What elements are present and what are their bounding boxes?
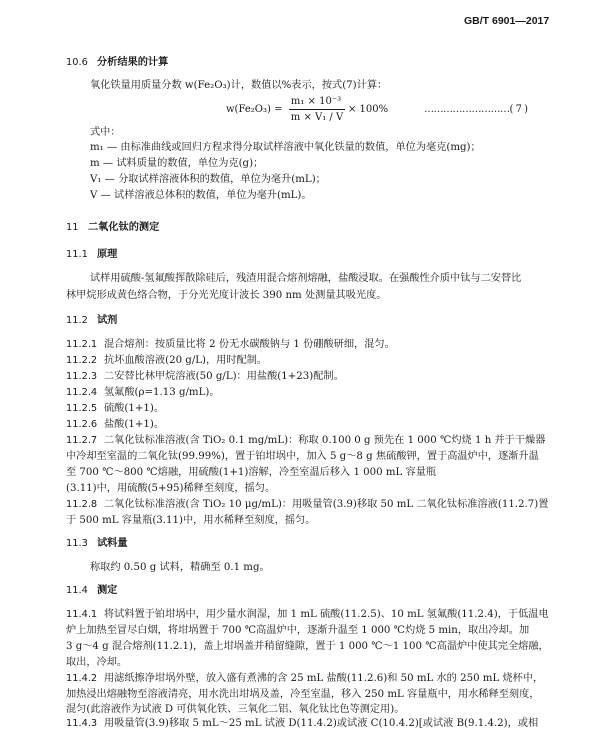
item-11-2-1-number: 11.2.1	[66, 339, 98, 350]
item-11-2-7-number: 11.2.7	[66, 435, 98, 446]
item-11-2-6-text: 盐酸(1+1)。	[104, 419, 165, 430]
item-11-4-2-number: 11.4.2	[66, 673, 98, 684]
standard-number: GB/T 6901—2017	[464, 15, 550, 27]
variable-m1: m₁ — 由标准曲线或回归方程求得分取试样溶液中氧化铁量的数值，单位为毫克(mg)；	[90, 142, 481, 153]
formula-numerator: m₁ × 10⁻³	[290, 96, 342, 107]
item-11-4-2-line-2: 加热浸出熔融物至溶液清亮，用水洗出坩埚及盖，冷至室温，移入 250 mL 容量瓶中，用水稀释至刻度，	[66, 689, 540, 700]
item-11-4-1-number: 11.4.1	[66, 609, 98, 620]
item-11-2-4-number: 11.2.4	[66, 387, 98, 398]
item-11-4-1-line-3: 3 g～4 g 混合熔剂(11.2.1)，盖上坩埚盖并稍留缝隙，置于 1 000 ℃～1 100 ℃高温炉中使其完全熔融，	[66, 641, 549, 652]
formula-lhs: w(Fe₂O₃) =	[226, 104, 283, 115]
formula-rhs: × 100%	[348, 104, 389, 115]
variable-v: V — 试样溶液总体积的数值，单位为毫升(mL)。	[90, 190, 312, 201]
where-label: 式中：	[90, 127, 121, 138]
section-10-6-intro: 氧化铁量用质量分数 w(Fe₂O₃)计，数值以%表示，按式(7)计算：	[90, 80, 388, 91]
section-10-6-number: 10.6	[66, 57, 88, 68]
principle-line-2: 林甲烷形成黄色络合物，于分光光度计波长 390 nm 处测量其吸光度。	[66, 290, 387, 301]
section-11-1-number: 11.1	[66, 249, 88, 260]
section-11-2-number: 11.2	[66, 315, 88, 326]
item-11-4-3-text: 用吸量管(3.9)移取 5 mL～25 mL 试液 D(11.4.2)或试液 C(10.4.2)[或试液 B(9.1.4.2)，或相	[104, 718, 539, 729]
item-11-2-3-text: 二安替比林甲烷溶液(50 g/L)：用盐酸(1+23)配制。	[104, 371, 344, 382]
variable-v1: V₁ — 分取试样溶液体积的数值，单位为毫升(mL)；	[90, 174, 326, 185]
formula-denominator: m × V₁ / V	[290, 112, 344, 123]
section-11-number: 11	[66, 222, 79, 233]
item-11-2-5-text: 硫酸(1+1)。	[104, 403, 165, 414]
item-11-2-3-number: 11.2.3	[66, 371, 98, 382]
principle-line-1: 试样用硫酸-氢氟酸挥散除硅后，残渣用混合熔剂熔融，盐酸浸取。在强酸性介质中钛与二安替比	[90, 273, 522, 284]
section-11-1-title: 原理	[97, 249, 118, 260]
section-10-6-title: 分析结果的计算	[97, 57, 169, 68]
item-11-2-5-number: 11.2.5	[66, 403, 98, 414]
section-11-3-number: 11.3	[66, 538, 88, 549]
item-11-4-2-line-3: 混匀(此溶液作为试液 D 可供氧化铁、三氧化二铝、氧化钛比色等测定用)。	[66, 704, 405, 715]
item-11-4-1-line-4: 取出，冷却。	[66, 657, 128, 668]
item-11-2-8-number: 11.2.8	[66, 499, 98, 510]
sample-mass-text: 称取约 0.50 g 试料，精确至 0.1 mg。	[90, 562, 270, 573]
variable-m: m — 试料质量的数值，单位为克(g)；	[90, 158, 264, 169]
item-11-2-1-text: 混合熔剂：按质量比将 2 份无水碳酸钠与 1 份硼酸研细，混匀。	[104, 339, 395, 350]
section-11-title: 二氧化钛的测定	[88, 222, 160, 233]
item-11-2-7-line-1: 二氧化钛标准溶液(含 TiO₂ 0.1 mg/mL)：称取 0.100 0 g 预先在 1 000 ℃灼烧 1 h 并于干燥器	[104, 435, 546, 446]
item-11-2-2-text: 抗坏血酸溶液(20 g/L)，用时配制。	[104, 355, 268, 366]
item-11-2-6-number: 11.2.6	[66, 419, 98, 430]
section-11-4-title: 测定	[97, 585, 118, 596]
fraction-bar	[289, 109, 345, 110]
item-11-2-2-number: 11.2.2	[66, 355, 98, 366]
section-11-4-number: 11.4	[66, 585, 88, 596]
item-11-2-7-line-4: (3.11)中，用硫酸(5+95)稀释至刻度，摇匀。	[66, 483, 276, 494]
item-11-4-1-line-2: 炉上加热至冒尽白烟，将坩埚置于 700 ℃高温炉中，逐渐升温至 1 000 ℃灼烧 5 min，取出冷却。加	[66, 625, 530, 636]
item-11-2-8-line-1: 二氧化钛标准溶液(含 TiO₂ 10 μg/mL)：用吸量管(3.9)移取 50 mL 二氧化钛标准溶液(11.2.7)置	[104, 499, 549, 510]
item-11-4-1-line-1: 将试料置于铂坩埚中，用少量水润湿，加 1 mL 硫酸(11.2.5)、10 mL 氢氟酸(11.2.4)，于低温电	[104, 609, 549, 620]
item-11-2-8-line-2: 于 500 mL 容量瓶(3.11)中，用水稀释至刻度，摇匀。	[66, 515, 316, 526]
formula-ref-number: ………………………( 7 )	[424, 104, 528, 115]
item-11-2-7-line-2: 中冷却至室温的二氧化钛(99.99%)，置于铂坩埚中，加入 5 g～8 g 焦硫酸钾，置于高温炉中，逐渐升温	[66, 451, 539, 462]
item-11-4-2-line-1: 用滤纸擦净坩埚外壁，放入盛有煮沸的含 25 mL 盐酸(11.2.6)和 50 mL 水的 250 mL 烧杯中，	[104, 673, 544, 684]
section-11-2-title: 试剂	[97, 315, 118, 326]
item-11-2-7-line-3: 至 700 ℃～800 ℃熔融，用硫酸(1+1)溶解，冷至室温后移入 1 000 mL 容量瓶	[66, 467, 437, 478]
item-11-4-3-number: 11.4.3	[66, 718, 98, 729]
item-11-2-4-text: 氢氟酸(ρ=1.13 g/mL)。	[104, 387, 220, 398]
section-11-3-title: 试料量	[97, 538, 128, 549]
